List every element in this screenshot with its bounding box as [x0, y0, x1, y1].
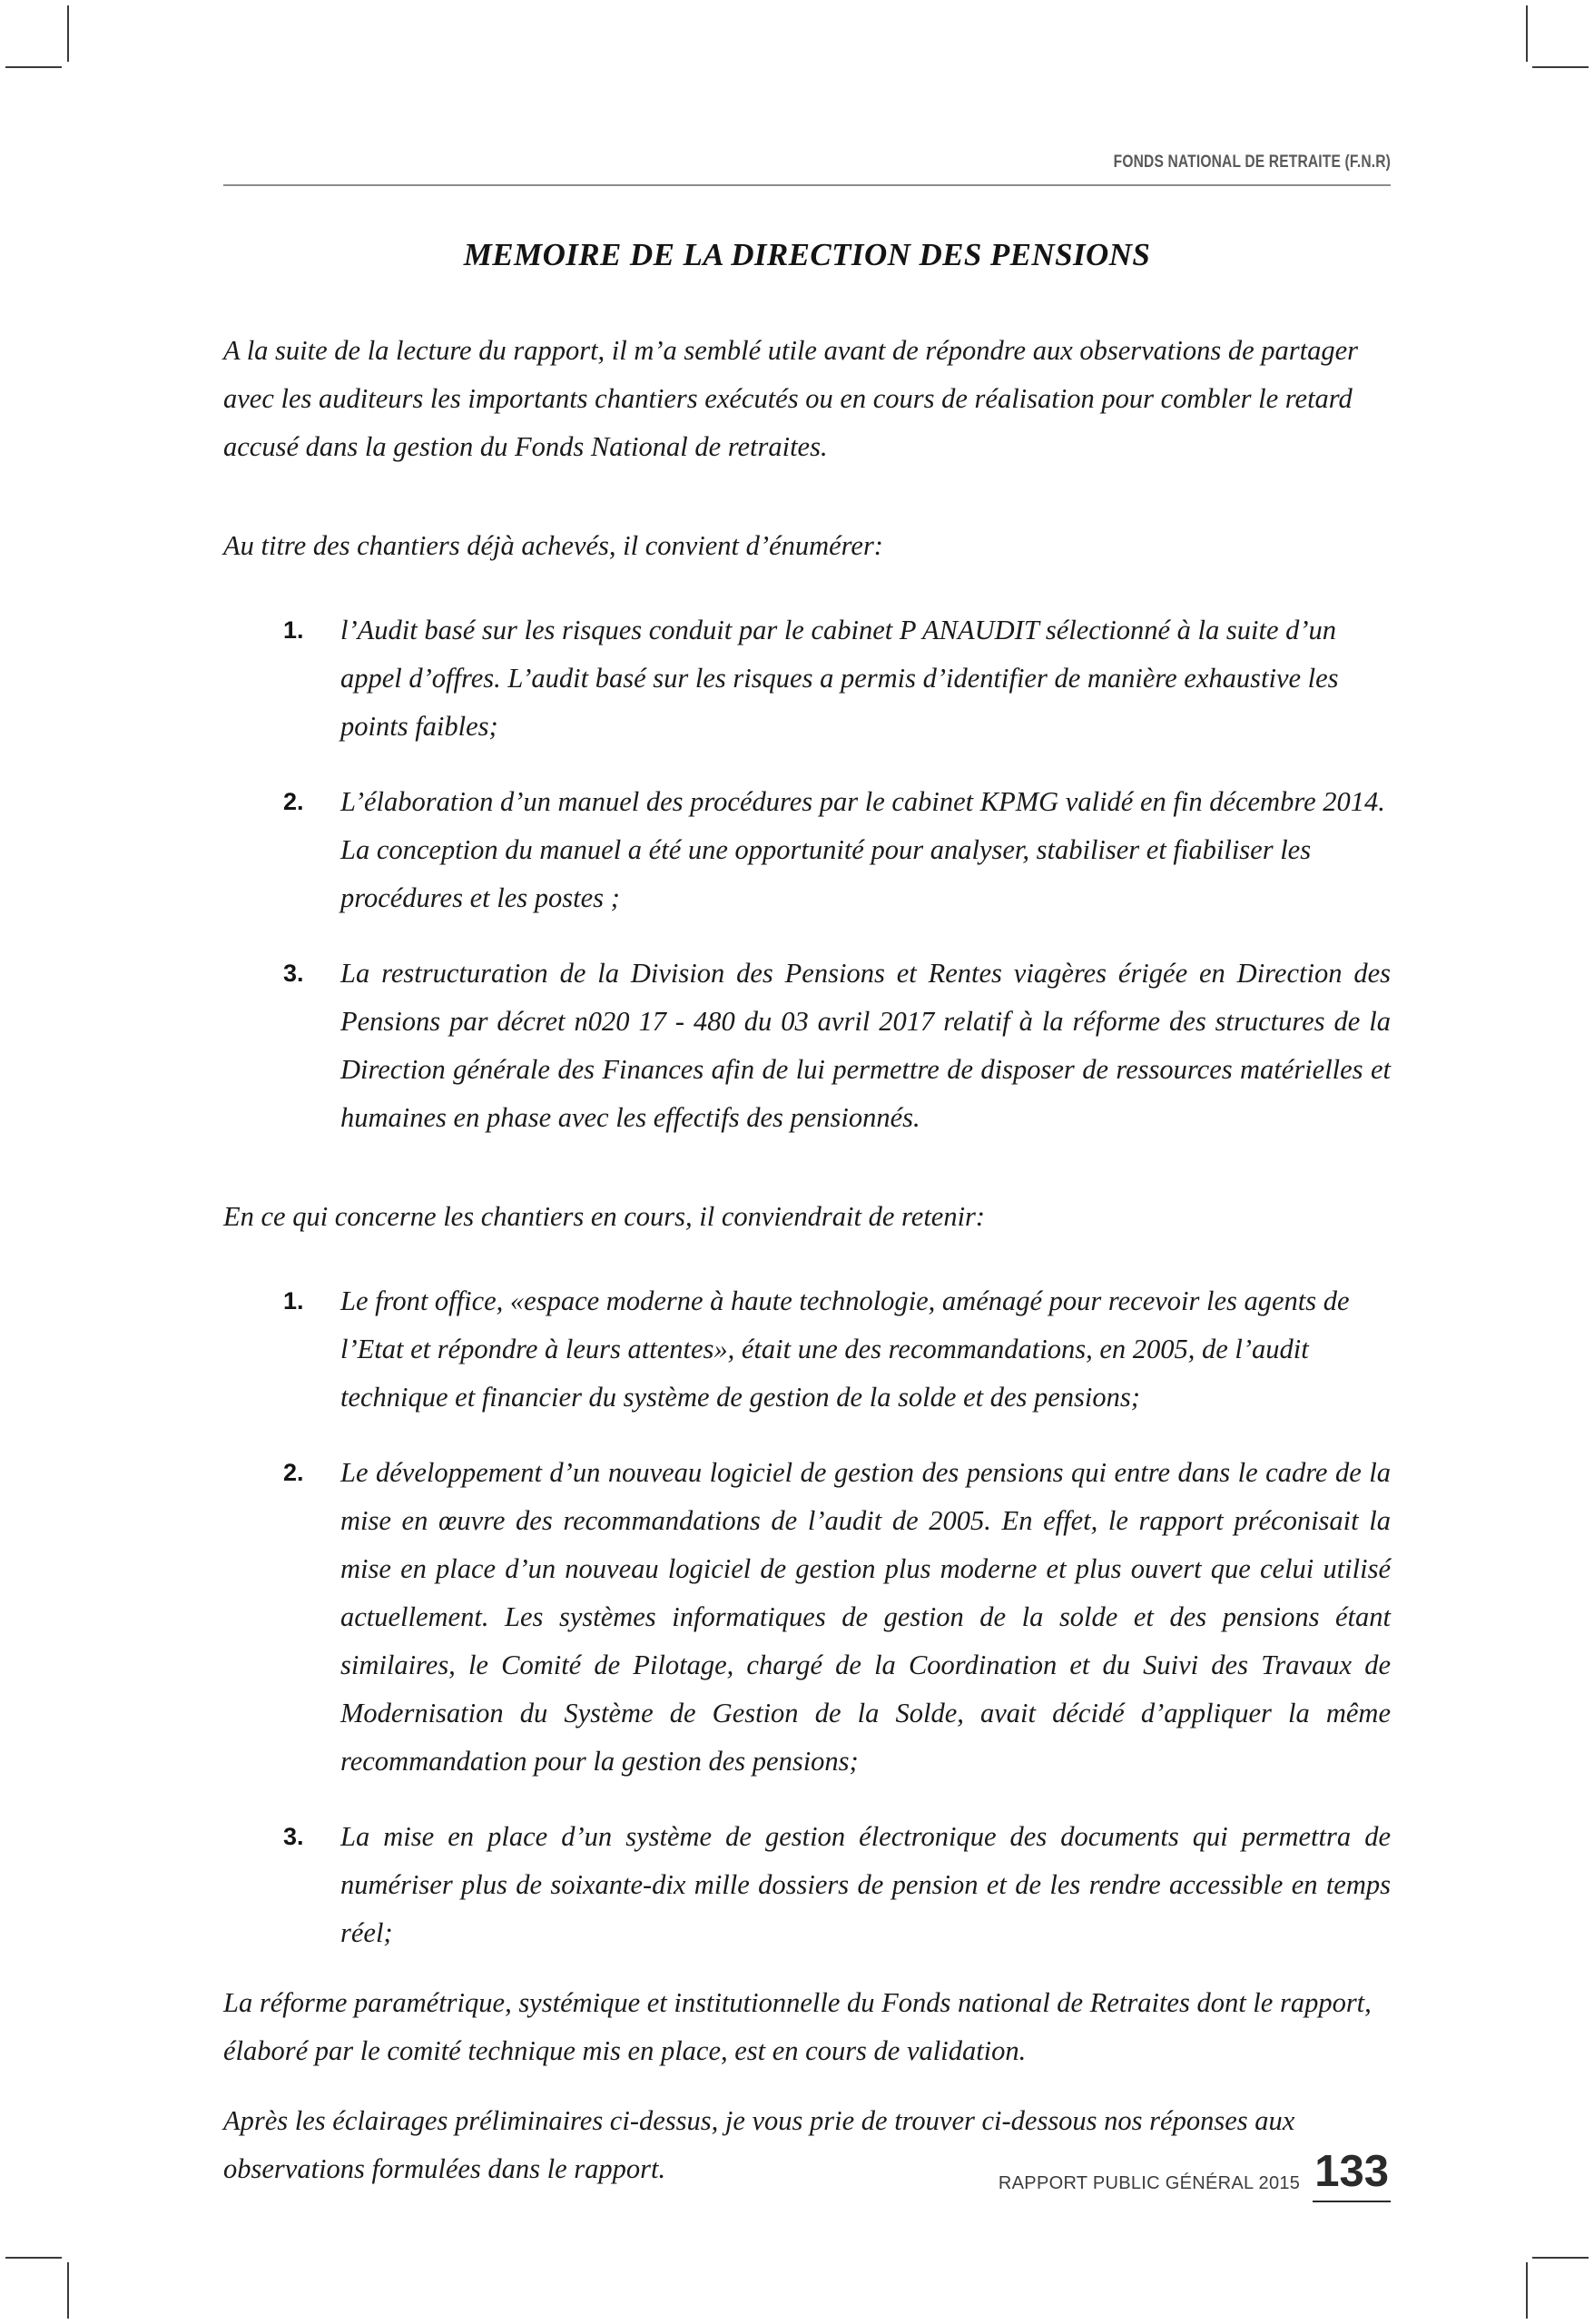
section-achieved-lead: Au titre des chantiers déjà achevés, il convient d’énumérer:: [223, 530, 883, 561]
crop-mark-top-left-vertical: [67, 5, 69, 62]
list-item-text: La mise en place d’un système de gestion électronique des documents qui permettra de numériser plus de soixante-dix mille dossiers de pension et de les rendre accessible en temps réel;: [340, 1821, 1391, 1948]
list-item-number: 2.: [283, 788, 304, 815]
document-page: [223, 0, 1391, 2324]
list-item-number: 2.: [283, 1459, 304, 1486]
list-item: [223, 1449, 1391, 1786]
list-item-text: l’Audit basé sur les risques conduit par le cabinet P ANAUDIT sélectionné à la suite d’un appel d’offres. L’audit basé sur les risques a permis d’identifier de manière exhaustive les points faibles;: [340, 615, 1339, 742]
closing-paragraph-2: Après les éclairages préliminaires ci-dessus, je vous prie de trouver ci-dessous nos réponses aux observations formulées dans le rapport.: [223, 2105, 1295, 2184]
list-item-text: Le développement d’un nouveau logiciel de gestion des pensions qui entre dans le cadre de la mise en œuvre des recommandations de l’audit de 2005. En effet, le rapport préconisait la mise en place d’un nouveau logiciel de gestion plus moderne et plus ouvert que celui utilisé actuellement. Les systèmes informatiques de gestion de la solde et des pensions étant similaires, le Comité de Pilotage, chargé de la Coordination et du Suivi des Travaux de Modernisation du Système de Gestion de la Solde, avait décidé d’appliquer la même recommandation pour la gestion des pensions;: [340, 1457, 1391, 1777]
spacer: [223, 570, 1391, 606]
list-item-number: 3.: [283, 1823, 304, 1850]
crop-mark-top-right-vertical: [1526, 5, 1528, 62]
spacer: [223, 2075, 1391, 2097]
achieved-chantiers-list: [223, 606, 1391, 1142]
crop-mark-top-right-horizontal: [1532, 66, 1589, 68]
section-ongoing-lead: En ce qui concerne les chantiers en cours, il conviendrait de retenir:: [223, 1201, 986, 1232]
intro-paragraph: A la suite de la lecture du rapport, il m’a semblé utile avant de répondre aux observations de partager avec les auditeurs les importants chantiers exécutés ou en cours de réalisation pour combler le retard accusé dans la gestion du Fonds National de retraites.: [223, 335, 1359, 462]
spacer: [223, 1241, 1391, 1277]
list-item-text: L’élaboration d’un manuel des procédures par le cabinet KPMG validé en fin décembre 2014. La conception du manuel a été une opportunité pour analyser, stabiliser et fiabiliser les procédures et les postes ;: [340, 786, 1385, 913]
crop-mark-bottom-right-vertical: [1526, 2262, 1528, 2319]
ongoing-chantiers-list: [223, 1277, 1391, 1957]
list-item: [223, 1813, 1391, 1957]
list-item: [223, 950, 1391, 1142]
page-footer: [223, 2147, 1391, 2202]
crop-mark-bottom-right-horizontal: [1532, 2257, 1589, 2259]
running-head: FONDS NATIONAL DE RETRAITE (F.N.R): [1113, 153, 1391, 172]
list-item-number: 3.: [283, 960, 304, 987]
footer-label: RAPPORT PUBLIC GÉNÉRAL 2015: [998, 2173, 1301, 2193]
list-item: [223, 1277, 1391, 1422]
document-body: [223, 327, 1391, 2193]
list-item-text: Le front office, «espace moderne à haute technologie, aménagé pour recevoir les agents de l’Etat et répondre à leurs attentes», était une des recommandations, en 2005, de l’audit technique et financier du système de gestion de la solde et des pensions;: [340, 1285, 1350, 1413]
list-item-number: 1.: [283, 616, 304, 644]
page-number: 133: [1313, 2150, 1391, 2202]
spacer: [223, 471, 1391, 522]
list-item: [223, 778, 1391, 922]
list-item-number: 1.: [283, 1287, 304, 1315]
running-head-rule: [223, 184, 1391, 186]
list-item-text: La restructuration de la Division des Pensions et Rentes viagères érigée en Direction des Pensions par décret n020 17 - 480 du 03 avril 2017 relatif à la réforme des structures de la Direction générale des Finances afin de lui permettre de disposer de ressources matérielles et humaines en phase avec les effectifs des pensionnés.: [340, 958, 1391, 1133]
spacer: [223, 1957, 1391, 1979]
list-item: [223, 606, 1391, 751]
page-title: MEMOIRE DE LA DIRECTION DES PENSIONS: [463, 237, 1151, 273]
crop-mark-bottom-left-horizontal: [5, 2257, 62, 2259]
crop-mark-bottom-left-vertical: [67, 2262, 69, 2319]
spacer: [223, 1142, 1391, 1193]
crop-mark-top-left-horizontal: [5, 66, 62, 68]
closing-paragraph-1: La réforme paramétrique, systémique et institutionnelle du Fonds national de Retraites dont le rapport, élaboré par le comité technique mis en place, est en cours de validation.: [223, 1987, 1372, 2066]
